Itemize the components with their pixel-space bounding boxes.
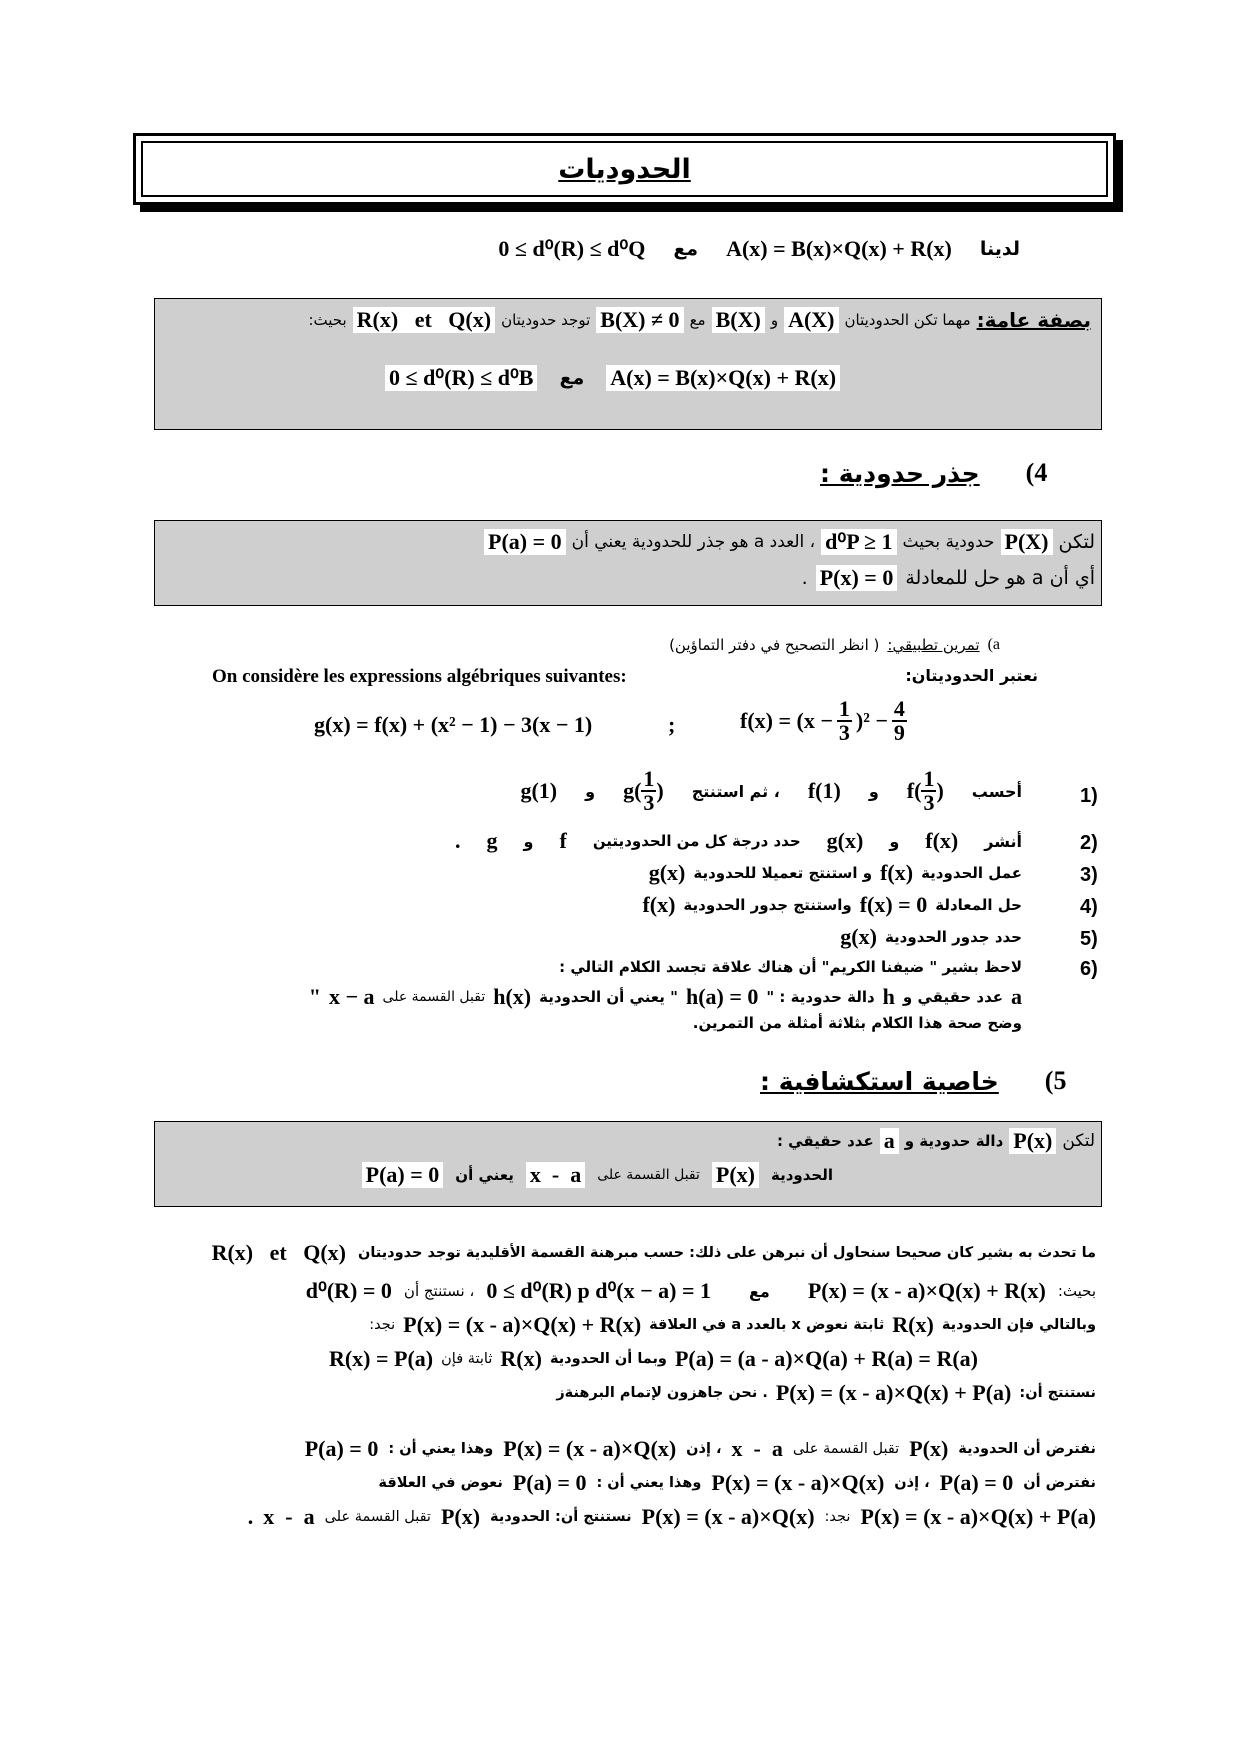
proof-text-8b: نستنتج أن: الحدودية: [490, 1509, 632, 1525]
q5-line: [840, 924, 1022, 950]
fraction-one-third: [837, 698, 852, 744]
q6-text: لاحظ بشير " ضيفنا الكريم" أن هناك علاقة تجسد الكلام التالي :: [559, 958, 1022, 976]
q2-g: g: [486, 828, 498, 853]
proof-Pa-6: P(a) = 0: [304, 1436, 379, 1461]
section-5-title: خاصية استكشافية :: [760, 1066, 999, 1096]
section-4-header: [820, 458, 1047, 488]
exercise-consider-fr: On considère les expressions algébriques suivantes:: [212, 666, 627, 687]
q1-and2: و: [585, 781, 596, 801]
root-definition-box: [154, 520, 1102, 606]
proof-text-4b: ثابتة فإن: [441, 1351, 493, 1367]
q2-f: f: [559, 828, 567, 853]
q6-line2: [309, 984, 1022, 1010]
box1-text: مهما تكن الحدوديتان: [844, 311, 971, 329]
box1-A: A(X): [784, 307, 838, 333]
q6-text3: " يعني أن الحدودية: [539, 988, 678, 1006]
section-4-number: 4): [1025, 458, 1048, 487]
box3-a: a: [880, 1128, 899, 1154]
lemma-lead: لدينا: [979, 238, 1020, 260]
f-def-mid: )² −: [855, 708, 888, 733]
proof-degree-cond: 0 ≤ d⁰(R) p d⁰(x − a) = 1: [486, 1278, 711, 1303]
proof-eq-4: P(a) = (a - a)×Q(a) + R(a) = R(a): [674, 1346, 978, 1371]
box3-Pa: P(a) = 0: [362, 1162, 444, 1188]
box3-text2: دالة حدودية و: [904, 1132, 1004, 1150]
q6-text4: تقبل القسمة على: [382, 989, 486, 1005]
proof-text-7d: نعوض في العلاقة: [378, 1475, 503, 1491]
proof-text-7b: ، إذن: [894, 1475, 930, 1491]
q1-g1: g(1): [520, 778, 558, 803]
box2-text1: لتكن: [1058, 531, 1095, 553]
proof-degree-zero: d⁰(R) = 0: [305, 1278, 392, 1303]
proof-text-3b: ثابتة نعوض x بالعدد a في العلاقة: [649, 1317, 885, 1333]
q4-equation: f(x) = 0: [859, 892, 928, 917]
box1-B-nonzero: B(X) ≠ 0: [596, 307, 683, 333]
q6-text2: دالة حدودية : ": [766, 988, 875, 1006]
q6-quote: ": [308, 984, 321, 1009]
box1-exist: توجد حدوديتان: [501, 311, 591, 329]
section-4-title: جذر حدودية :: [820, 458, 980, 488]
definition-separator: ;: [668, 712, 676, 737]
q5-number: 5): [1080, 928, 1098, 950]
title-inner-frame: [141, 141, 1108, 197]
proof-text-8c: تقبل القسمة على: [324, 1509, 431, 1525]
proof-text-1: ما تحدث به بشير كان صحيحا سنحاول أن نبرهن على ذلك: حسب مبرهنة القسمة الأقليدية توجد حدوديتان: [357, 1245, 1096, 1261]
exercise-note: ( انظر التصحيح في دفتر التماؤين): [669, 636, 880, 654]
g-open: g(: [623, 778, 642, 803]
proof-line-3: [369, 1312, 1096, 1338]
section-5-number: 5): [1044, 1066, 1067, 1095]
q3-number: 3): [1080, 864, 1098, 886]
q4-text2: واستنتج جدور الحدودية: [683, 896, 852, 914]
f-def-lhs: f(x) = (x −: [740, 708, 833, 733]
frac-num: 1: [643, 766, 655, 791]
q2-gx: g(x): [826, 828, 864, 853]
box3-text4: الحدودية: [771, 1166, 833, 1184]
proof-eq-8: P(x) = (x - a)×Q(x) + P(a): [860, 1504, 1096, 1529]
frac-den: 3: [643, 790, 655, 815]
proof-text-5a: نستنتج أن:: [1019, 1385, 1096, 1401]
f-open: f(: [906, 778, 922, 803]
proof-line-2: [306, 1278, 1096, 1304]
lemma-line: [440, 236, 1020, 262]
box3-text3: عدد حقيقي :: [776, 1132, 874, 1150]
box2-P: P(X): [1001, 529, 1053, 555]
frac-num: 1: [838, 696, 850, 721]
proof-x-minus-a-6: x - a: [731, 1436, 783, 1461]
box2-text3: ، العدد a هو جذر للحدودية يعني أن: [571, 532, 816, 552]
proof-line-7: [378, 1470, 1096, 1496]
proof-P-8: P(x): [440, 1504, 481, 1529]
box1-with: مع: [689, 311, 706, 329]
exercise-consider-ar: نعتبر الحدوديتان:: [905, 666, 1038, 685]
proof-x-minus-a-8: x - a: [263, 1504, 315, 1529]
q6-ha: h(a) = 0: [685, 984, 759, 1009]
q4-line: [642, 892, 1022, 918]
proof-dot-8: .: [247, 1504, 254, 1529]
exercise-marker: a): [987, 636, 1000, 653]
box1-condition: 0 ≤ d⁰(R) ≤ d⁰B: [385, 365, 537, 391]
proof-eq-2: P(x) = (x - a)×Q(x) + R(x): [807, 1278, 1046, 1303]
frac-den: 3: [923, 790, 935, 815]
exercise-header: [669, 636, 1000, 654]
q2-text2: حدد درجة كل من الحدوديتين: [592, 832, 801, 850]
lemma-equation: A(x) = B(x)×Q(x) + R(x): [726, 236, 952, 261]
proof-text-6d: وهذا يعني أن :: [388, 1441, 494, 1457]
box1-label: بصفة عامة:: [976, 308, 1091, 332]
q1-g-one-third: g( $\frac{1}{3}$ ): [623, 766, 664, 815]
box3-P: P(x): [1009, 1128, 1056, 1154]
proof-text-7c: وهذا يعني أن :: [596, 1475, 702, 1491]
q4-fx: f(x): [642, 892, 676, 917]
box2-line1: [484, 529, 1095, 555]
q6-number: 6): [1080, 958, 1098, 980]
q6-h: h: [882, 984, 895, 1009]
proof-R-4: R(x): [500, 1346, 542, 1371]
proof-line-4: [329, 1346, 978, 1372]
box1-RQ: R(x) et Q(x): [353, 307, 495, 333]
g-definition: g(x) = f(x) + (x² − 1) − 3(x − 1): [314, 712, 593, 737]
proof-with: مع: [749, 1281, 770, 1301]
box3-P2: P(x): [712, 1162, 759, 1188]
proof-text-2a: بحيث:: [1057, 1282, 1096, 1300]
proof-text-6b: تقبل القسمة على: [792, 1441, 900, 1457]
box1-and: و: [770, 311, 779, 329]
proof-text-6a: نفترض أن الحدودية: [958, 1441, 1096, 1457]
exercise-label: تمرين تطبيقي:: [887, 636, 980, 654]
q1-text: أحسب: [971, 781, 1022, 801]
q3-line: [649, 860, 1022, 886]
proof-text-6c: ، إذن: [686, 1441, 722, 1457]
q6-x-minus-a: x − a: [328, 984, 375, 1009]
f-definition: [740, 698, 907, 744]
box3-text6: يعني أن: [455, 1166, 514, 1184]
proof-text-4a: وبما أن الحدودية: [549, 1351, 667, 1367]
proof-Pa-7: P(a) = 0: [939, 1470, 1014, 1495]
box1-such: بحيث:: [308, 311, 347, 329]
proof-text-8a: نجد:: [824, 1509, 851, 1525]
box3-line2: [362, 1162, 833, 1188]
property-box: [154, 1121, 1102, 1207]
box1-equation: A(x) = B(x)×Q(x) + R(x): [606, 365, 840, 391]
proof-line-1: [212, 1240, 1096, 1266]
box2-dot: .: [801, 567, 808, 589]
q3-text: عمل الحدودية: [921, 864, 1022, 882]
title-frame: [133, 133, 1116, 205]
q1-number: 1): [1080, 785, 1098, 807]
proof-line-6: [305, 1436, 1096, 1462]
fraction-four-ninths: [892, 698, 907, 744]
q1-then: ، ثم استنتج: [691, 781, 780, 801]
box2-text2: حدودية بحيث: [902, 532, 995, 552]
q1-f1: f(1): [807, 778, 841, 803]
box3-line1: [777, 1128, 1095, 1154]
page-title: الحدوديات: [558, 153, 691, 185]
proof-P-6: P(x): [909, 1436, 949, 1461]
q2-fx: f(x): [925, 828, 959, 853]
q2-dot: .: [455, 828, 461, 853]
q1-line: [242, 768, 1022, 814]
proof-R-3: R(x): [892, 1312, 934, 1337]
q3-fx: f(x): [880, 860, 914, 885]
box3-text5: تقبل القسمة على: [597, 1167, 700, 1183]
proof-line-5: [556, 1380, 1096, 1406]
q6-a: a: [1011, 984, 1022, 1009]
proof-eq-8b: P(x) = (x - a)×Q(x): [641, 1504, 815, 1529]
q2-and2: و: [523, 831, 534, 851]
general-theorem-box: [154, 298, 1102, 430]
q6-line3: وضح صحة هذا الكلام بثلاثة أمثلة من التمرين.: [692, 1014, 1022, 1032]
q6-hx: h(x): [493, 984, 532, 1009]
q5-gx: g(x): [840, 924, 877, 949]
proof-R-equals-Pa: R(x) = P(a): [328, 1346, 434, 1371]
frac-num: 4: [893, 696, 905, 721]
q3-text2: و استنتج تعميلا للحدودية: [693, 864, 873, 882]
box1-line1: [308, 307, 1091, 333]
box2-Px: P(x) = 0: [816, 565, 898, 591]
q4-number: 4): [1080, 896, 1098, 918]
proof-text-7a: نفترض أن: [1023, 1475, 1096, 1491]
proof-text-5b: . نحن جاهزون لإتمام البرهنةز: [556, 1385, 768, 1401]
box1-B: B(X): [712, 307, 765, 333]
q3-gx: g(x): [648, 860, 686, 885]
box2-degree: d⁰P ≥ 1: [821, 529, 896, 555]
proof-eq-7: P(x) = (x - a)×Q(x): [711, 1470, 885, 1495]
q6-text1: عدد حقيقي و: [902, 988, 1003, 1006]
box2-Pa: P(a) = 0: [484, 529, 566, 555]
frac-den: 3: [838, 720, 850, 745]
lemma-condition: 0 ≤ d⁰(R) ≤ d⁰Q: [498, 236, 646, 261]
q2-and: و: [889, 831, 900, 851]
q2-number: 2): [1080, 832, 1098, 854]
proof-text-2b: ، نستنتج أن: [403, 1282, 475, 1300]
box2-text4: أي أن a هو حل للمعادلة: [905, 567, 1095, 589]
box1-with2: مع: [559, 367, 585, 389]
lemma-with: مع: [673, 238, 699, 260]
q2-text: أنشر: [984, 831, 1022, 851]
proof-RQ: R(x) et Q(x): [211, 1240, 346, 1265]
box1-line2: [385, 365, 840, 391]
proof-line-8: [248, 1504, 1096, 1530]
proof-eq-6: P(x) = (x - a)×Q(x): [503, 1436, 677, 1461]
proof-eq-3: P(x) = (x - a)×Q(x) + R(x): [403, 1312, 642, 1337]
section-5-header: [760, 1066, 1066, 1096]
proof-Pa-7b: P(a) = 0: [512, 1470, 587, 1495]
q1-and: و: [868, 781, 879, 801]
box3-x-minus-a: x - a: [526, 1162, 585, 1188]
proof-text-3a: وبالتالي فإن الحدودية: [941, 1317, 1096, 1333]
proof-text-3c: نجد:: [369, 1317, 396, 1333]
frac-num: 1: [923, 766, 935, 791]
q4-text: حل المعادلة: [935, 896, 1022, 914]
box3-text1: لتكن: [1062, 1131, 1095, 1151]
box2-line2: [802, 565, 1095, 591]
q5-text: حدد جدور الحدودية: [884, 928, 1022, 946]
q2-line: [455, 828, 1022, 854]
proof-eq-5: P(x) = (x - a)×Q(x) + P(a): [775, 1380, 1012, 1405]
frac-den: 9: [893, 720, 905, 745]
q1-f-one-third: f( $\frac{1}{3}$ ): [906, 766, 944, 815]
